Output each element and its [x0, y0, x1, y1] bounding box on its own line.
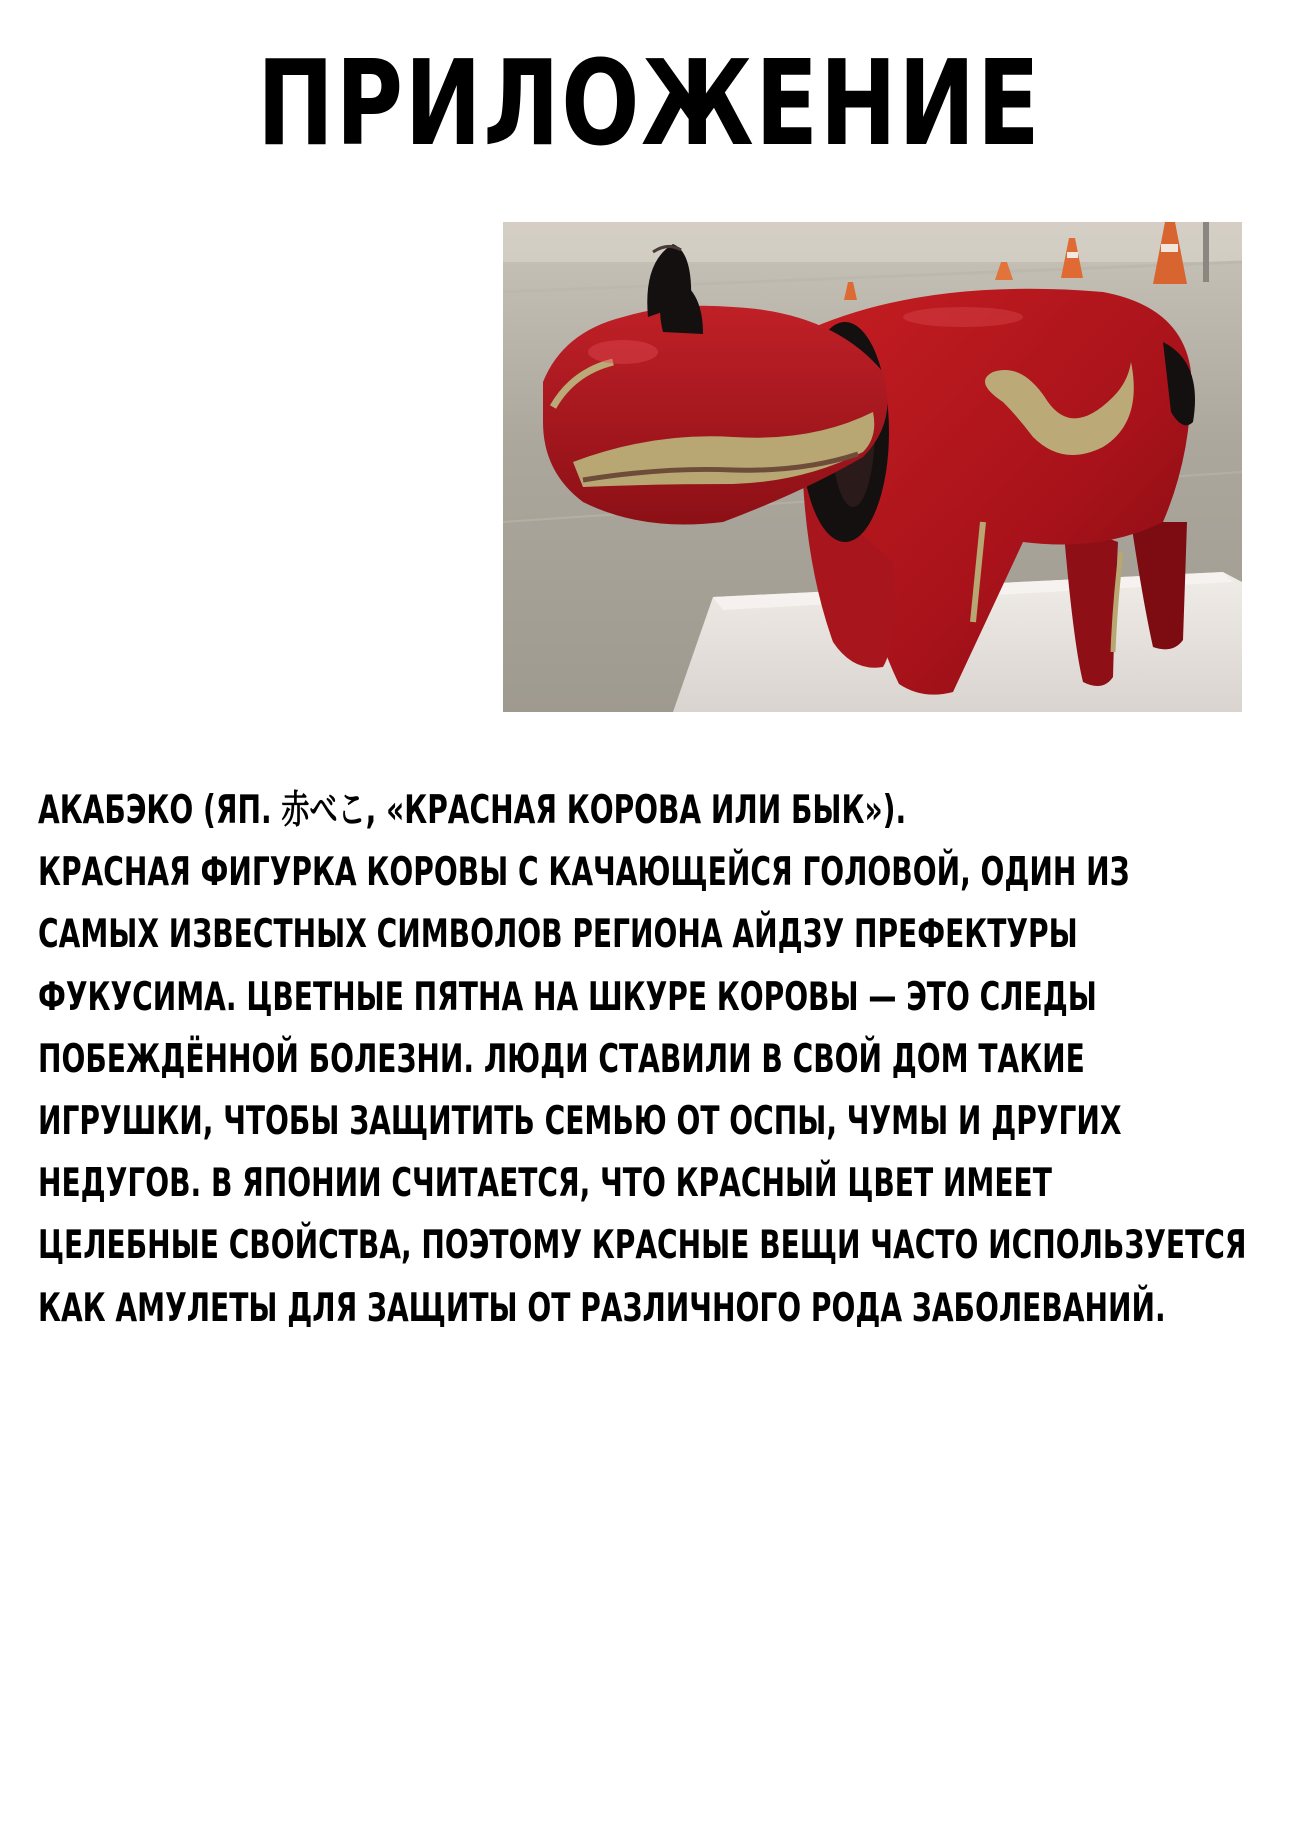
description-text	[38, 780, 1247, 1340]
text-line: ИГРУШКИ, ЧТОБЫ ЗАЩИТИТЬ СЕМЬЮ ОТ ОСПЫ, ЧУМЫ И ДРУГИХ	[38, 1099, 1122, 1145]
text-line: НЕДУГОВ. В ЯПОНИИ СЧИТАЕТСЯ, ЧТО КРАСНЫЙ ЦВЕТ ИМЕЕТ	[38, 1161, 1052, 1207]
text-line: ПОБЕЖДЁННОЙ БОЛЕЗНИ. ЛЮДИ СТАВИЛИ В СВОЙ ДОМ ТАКИЕ	[38, 1036, 1085, 1082]
text-line: АКАБЭКО (ЯП. 赤べこ, «КРАСНАЯ КОРОВА ИЛИ БЫК»).	[38, 788, 907, 833]
text-line: ФУКУСИМА. ЦВЕТНЫЕ ПЯТНА НА ШКУРЕ КОРОВЫ — ЭТО СЛЕДЫ	[38, 974, 1097, 1020]
akabeko-photo	[503, 222, 1242, 712]
text-line: ЦЕЛЕБНЫЕ СВОЙСТВА, ПОЭТОМУ КРАСНЫЕ ВЕЩИ ЧАСТО ИСПОЛЬЗУЕТСЯ	[38, 1223, 1247, 1269]
text-line: САМЫХ ИЗВЕСТНЫХ СИМВОЛОВ РЕГИОНА АЙДЗУ ПРЕФЕКТУРЫ	[38, 912, 1078, 958]
page-title: ПРИЛОЖЕНИЕ	[257, 34, 1042, 172]
text-line: КАК АМУЛЕТЫ ДЛЯ ЗАЩИТЫ ОТ РАЗЛИЧНОГО РОДА ЗАБОЛЕВАНИЙ.	[38, 1285, 1166, 1331]
text-line: КРАСНАЯ ФИГУРКА КОРОВЫ С КАЧАЮЩЕЙСЯ ГОЛОВОЙ, ОДИН ИЗ	[38, 850, 1130, 896]
akabeko-photo-illustration	[503, 222, 1242, 712]
